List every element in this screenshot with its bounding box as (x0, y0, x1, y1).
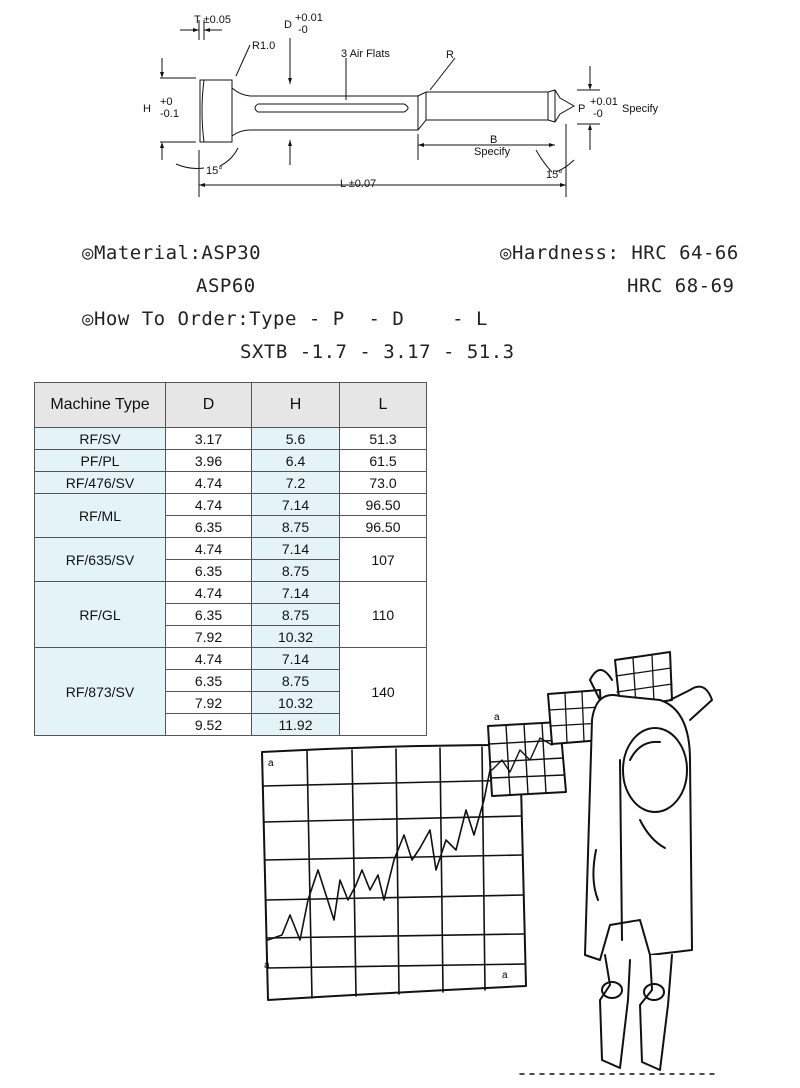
h-cell: 8.75 (252, 670, 340, 692)
h-cell: 8.75 (252, 604, 340, 626)
d-cell: 3.17 (166, 428, 252, 450)
l-cell: 107 (340, 538, 427, 582)
sheet-corner-mark-bottom: a (264, 960, 270, 971)
h-cell: 7.14 (252, 538, 340, 560)
d-cell: 6.35 (166, 516, 252, 538)
h-cell: 7.14 (252, 494, 340, 516)
hardness-line-1: ◎Hardness: HRC 64-66 (500, 242, 739, 264)
l-cell: 51.3 (340, 428, 427, 450)
l-cell: 61.5 (340, 450, 427, 472)
angle-left-label: 15° (206, 165, 223, 177)
h-cell: 5.6 (252, 428, 340, 450)
sheet-corner-mark-right: a (502, 970, 508, 981)
d-cell: 6.35 (166, 604, 252, 626)
material-line-2: ASP60 (196, 275, 256, 297)
d-cell: 4.74 (166, 494, 252, 516)
order-example-line: SXTB -1.7 - 3.17 - 51.3 (240, 341, 515, 363)
machine-type-cell: PF/PL (35, 450, 166, 472)
d-label: D (284, 19, 292, 31)
machine-type-cell: RF/635/SV (35, 538, 166, 582)
header-d: D (166, 383, 252, 428)
person-head (623, 728, 687, 812)
machine-type-cell: RF/SV (35, 428, 166, 450)
d-tol-minus: -0 (298, 24, 308, 36)
p-tol-plus: +0.01 (590, 96, 618, 108)
d-cell: 4.74 (166, 538, 252, 560)
h-cell: 6.4 (252, 450, 340, 472)
h-cell: 7.2 (252, 472, 340, 494)
header-h: H (252, 383, 340, 428)
machine-type-cell: RF/ML (35, 494, 166, 538)
d-cell: 6.35 (166, 560, 252, 582)
l-cell: 110 (340, 582, 427, 648)
material-line-1: ◎Material:ASP30 (82, 242, 262, 264)
h-label: H (143, 103, 151, 115)
sheet-corner-mark-top: a (268, 758, 274, 769)
l-tolerance-label: L ±0.07 (340, 178, 377, 190)
l-cell: 96.50 (340, 494, 427, 516)
d-cell: 7.92 (166, 626, 252, 648)
d-cell: 3.96 (166, 450, 252, 472)
l-cell: 140 (340, 648, 427, 736)
d-tol-plus: +0.01 (295, 12, 323, 24)
l-cell: 73.0 (340, 472, 427, 494)
d-cell: 6.35 (166, 670, 252, 692)
h-cell: 10.32 (252, 692, 340, 714)
b-label: B (490, 134, 498, 146)
h-tol-minus: -0.1 (160, 108, 179, 120)
l-cell: 96.50 (340, 516, 427, 538)
t-tolerance-label: T ±0.05 (194, 14, 232, 26)
h-cell: 8.75 (252, 560, 340, 582)
d-cell: 9.52 (166, 714, 252, 736)
h-cell: 11.92 (252, 714, 340, 736)
air-flats-label: 3 Air Flats (341, 48, 390, 60)
angle-right-label: 15° (546, 169, 563, 181)
d-cell: 4.74 (166, 648, 252, 670)
b-specify: Specify (474, 146, 511, 158)
d-cell: 4.74 (166, 472, 252, 494)
d-cell: 4.74 (166, 582, 252, 604)
header-l: L (340, 383, 427, 428)
p-tol-minus: -0 (593, 108, 603, 120)
p-specify: Specify (622, 103, 659, 115)
order-line: ◎How To Order:Type - P - D - L (82, 308, 488, 330)
r1-label: R1.0 (252, 40, 276, 52)
r-label: R (446, 49, 454, 61)
h-cell: 7.14 (252, 582, 340, 604)
sheet-corner-mark-fold: a (494, 712, 500, 723)
machine-type-cell: RF/GL (35, 582, 166, 648)
machine-type-cell: RF/873/SV (35, 648, 166, 736)
hardness-line-2: HRC 68-69 (627, 275, 735, 297)
d-cell: 7.92 (166, 692, 252, 714)
header-machine-type: Machine Type (35, 383, 166, 428)
machine-type-cell: RF/476/SV (35, 472, 166, 494)
h-cell: 7.14 (252, 648, 340, 670)
h-tol-plus: +0 (160, 96, 173, 108)
h-cell: 10.32 (252, 626, 340, 648)
p-label: P (578, 103, 586, 115)
h-cell: 8.75 (252, 516, 340, 538)
